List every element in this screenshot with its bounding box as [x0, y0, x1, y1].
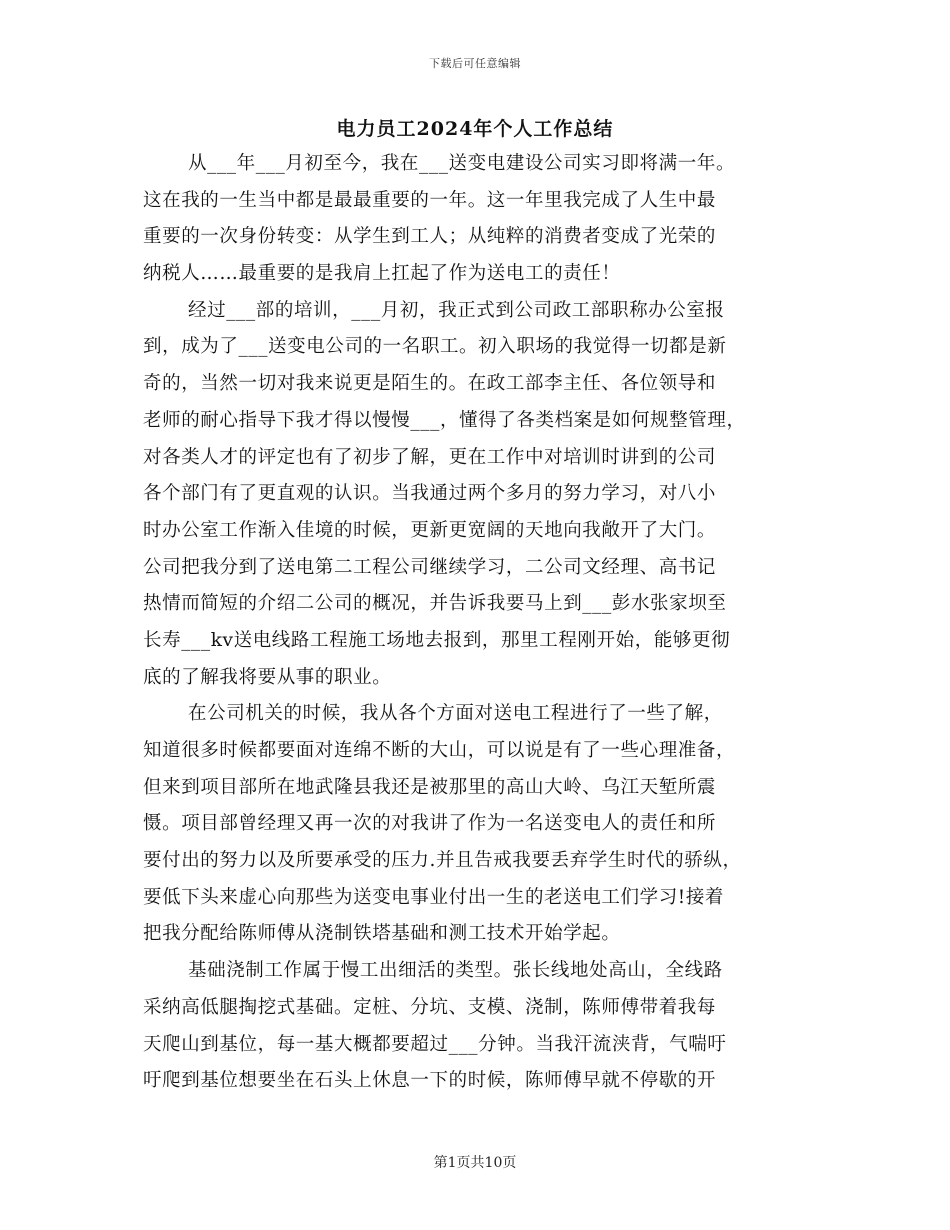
text-line: 但来到项目部所在地武隆县我还是被那里的高山大岭、乌江天堑所震 — [143, 776, 717, 798]
text-line: 这在我的一生当中都是最最重要的一年。这一年里我完成了人生中最 — [143, 189, 717, 211]
text-line: 知道很多时候都要面对连绵不断的大山，可以说是有了一些心理准备， — [143, 740, 736, 761]
text-line: 要低下头来虚心向那些为送变电事业付出一生的老送电工们学习!接着 — [143, 886, 725, 908]
text-line: 奇的，当然一切对我来说更是陌生的。在政工部李主任、各位领导和 — [143, 373, 717, 395]
text-line: 吁爬到基位想要坐在石头上休息一下的时候，陈师傅早就不停歇的开 — [143, 1070, 717, 1092]
text-line: 要付出的努力以及所要承受的压力.并且告戒我要丢弃学生时代的骄纵， — [143, 850, 742, 872]
text-line: 重要的一次身份转变：从学生到工人；从纯粹的消费者变成了光荣的 — [143, 226, 717, 248]
text-line: 纳税人……最重要的是我肩上扛起了作为送电工的责任！ — [143, 263, 621, 285]
text-line: 老师的耐心指导下我才得以慢慢___，懂得了各类档案是如何规整管理， — [143, 409, 746, 431]
text-line: 从___年___月初至今，我在___送变电建设公司实习即将满一年。 — [188, 153, 736, 174]
document-body — [143, 146, 813, 1100]
text-line: 公司把我分到了送电第二工程公司继续学习，二公司文经理、高书记 — [143, 556, 717, 578]
text-line: 热情而简短的介绍二公司的概况，并告诉我要马上到___彭水张家坝至 — [143, 593, 727, 615]
text-line: 把我分配给陈师傅从浇制铁塔基础和测工技术开始学起。 — [143, 923, 621, 945]
text-line: 慑。项目部曾经理又再一次的对我讲了作为一名送变电人的责任和所 — [143, 813, 717, 835]
header-note: 下载后可任意编辑 — [429, 57, 521, 70]
text-line: 长寿___kv送电线路工程施工场地去报到，那里工程刚开始，能够更彻 — [143, 629, 731, 651]
text-line: 在公司机关的时候，我从各个方面对送电工程进行了一些了解， — [188, 703, 723, 725]
text-line: 各个部门有了更直观的认识。当我通过两个多月的努力学习，对八小 — [143, 483, 717, 505]
text-line: 基础浇制工作属于慢工出细活的类型。张长线地处高山，全线路 — [188, 960, 723, 982]
text-line: 天爬山到基位，每一基大概都要超过___分钟。当我汗流浃背，气喘吁 — [143, 1033, 727, 1055]
text-line: 对各类人才的评定也有了初步了解，更在工作中对培训时讲到的公司 — [143, 446, 717, 468]
document-title: 电力员工2024年个人工作总结 — [336, 118, 614, 140]
page-footer: 第1页共10页 — [433, 1155, 517, 1171]
text-line: 经过___部的培训，___月初，我正式到公司政工部职称办公室报 — [188, 299, 725, 321]
text-line: 采纳高低腿掏挖式基础。定桩、分坑、支模、浇制，陈师傅带着我每 — [143, 996, 717, 1018]
text-line: 底的了解我将要从事的职业。 — [143, 666, 392, 688]
text-line: 时办公室工作渐入佳境的时候，更新更宽阔的天地向我敞开了大门。 — [143, 519, 717, 541]
text-line: 到，成为了___送变电公司的一名职工。初入职场的我觉得一切都是新 — [143, 336, 727, 358]
